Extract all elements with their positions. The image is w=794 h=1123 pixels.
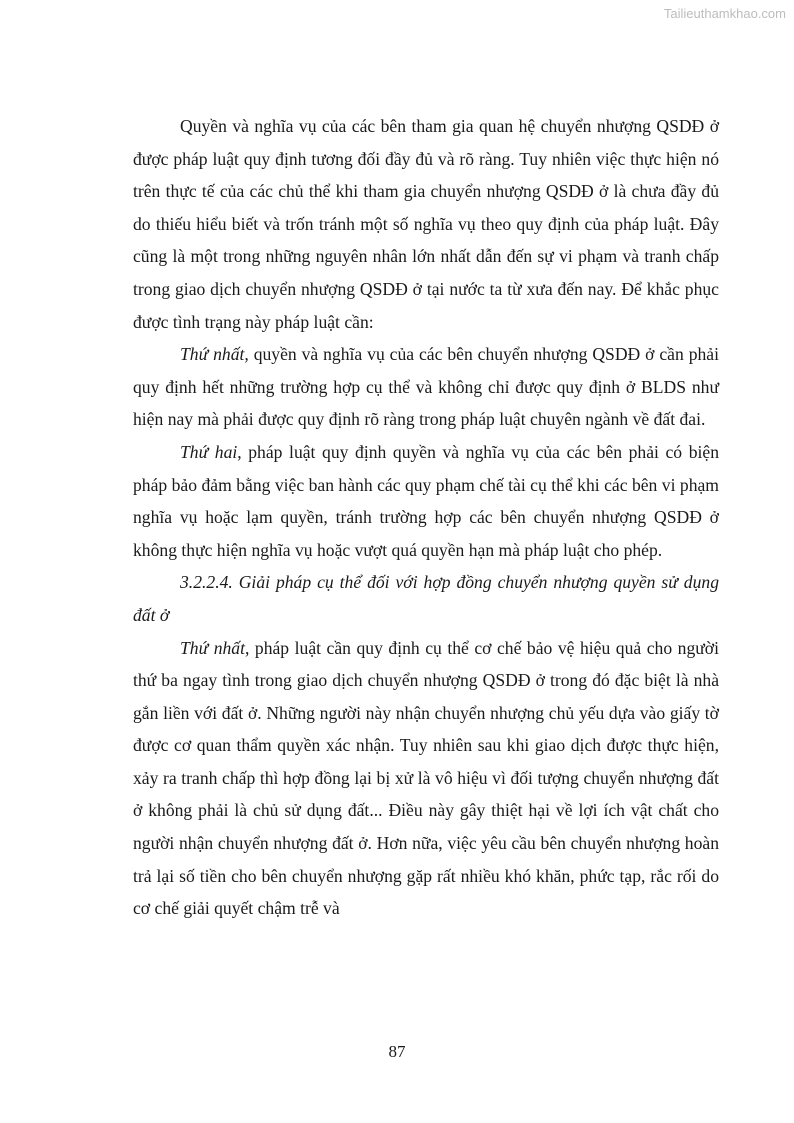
- paragraph-3-text: , pháp luật quy định quyền và nghĩa vụ của các bên phải có biện pháp bảo đảm bằng việc ban hành các quy phạm chế tài cụ thể khi các bên vi phạm nghĩa vụ hoặc lạm quyền, tránh trường hợp các bên chuyển nhượng QSDĐ ở không thực hiện nghĩa vụ hoặc vượt quá quyền hạn mà pháp luật cho phép.: [133, 441, 719, 560]
- paragraph-2: [133, 338, 719, 436]
- paragraph-4-text: , pháp luật cần quy định cụ thể cơ chế bảo vệ hiệu quả cho người thứ ba ngay tình trong giao dịch chuyển nhượng QSDĐ ở trong đó đặc biệt là nhà gắn liền với đất ở. Những người này nhận chuyển nhượng chủ yếu dựa vào giấy tờ được cơ quan thẩm quyền xác nhận. Tuy nhiên sau khi giao dịch được thực hiện, xảy ra tranh chấp thì hợp đồng lại bị xử là vô hiệu vì đối tượng chuyển nhượng đất ở không phải là chủ sử dụng đất... Điều này gây thiệt hại về lợi ích vật chất cho người nhận chuyển nhượng đất ở. Hơn nữa, việc yêu cầu bên chuyển nhượng hoàn trả lại số tiền cho bên chuyển nhượng gặp rất nhiều khó khăn, phức tạp, rắc rối do cơ chế giải quyết chậm trễ và: [133, 637, 719, 919]
- paragraph-2-text: quyền và nghĩa vụ của các bên chuyển nhượng QSDĐ ở cần phải quy định hết những trường hợp cụ thể và không chỉ được quy định ở BLDS như hiện nay mà phải được quy định rõ ràng trong pháp luật chuyên ngành về đất đai.: [133, 344, 719, 430]
- paragraph-4-lead: Thứ nhất: [180, 637, 245, 658]
- watermark: Tailieuthamkhao.com: [663, 6, 786, 21]
- paragraph-2-lead: Thứ nhất,: [180, 344, 249, 365]
- page-number: 87: [388, 1042, 406, 1061]
- paragraph-3-lead: Thứ hai: [180, 441, 238, 462]
- paragraph-1: Quyền và nghĩa vụ của các bên tham gia quan hệ chuyển nhượng QSDĐ ở được pháp luật quy định tương đối đầy đủ và rõ ràng. Tuy nhiên việc thực hiện nó trên thực tế của các chủ thể khi tham gia chuyển nhượng QSDĐ ở là chưa đầy đủ do thiếu hiểu biết và trốn tránh một số nghĩa vụ theo quy định của pháp luật. Đây cũng là một trong những nguyên nhân lớn nhất dẫn đến sự vi phạm và tranh chấp trong giao dịch chuyển nhượng QSDĐ ở tại nước ta từ xưa đến nay. Để khắc phục được tình trạng này pháp luật cần:: [133, 116, 719, 332]
- paragraph-4: [133, 632, 719, 925]
- document-body: [133, 110, 719, 925]
- section-heading: 3.2.2.4. Giải pháp cụ thể đối với hợp đồng chuyển nhượng quyền sử dụng đất ở: [133, 572, 719, 625]
- paragraph-3: [133, 436, 719, 566]
